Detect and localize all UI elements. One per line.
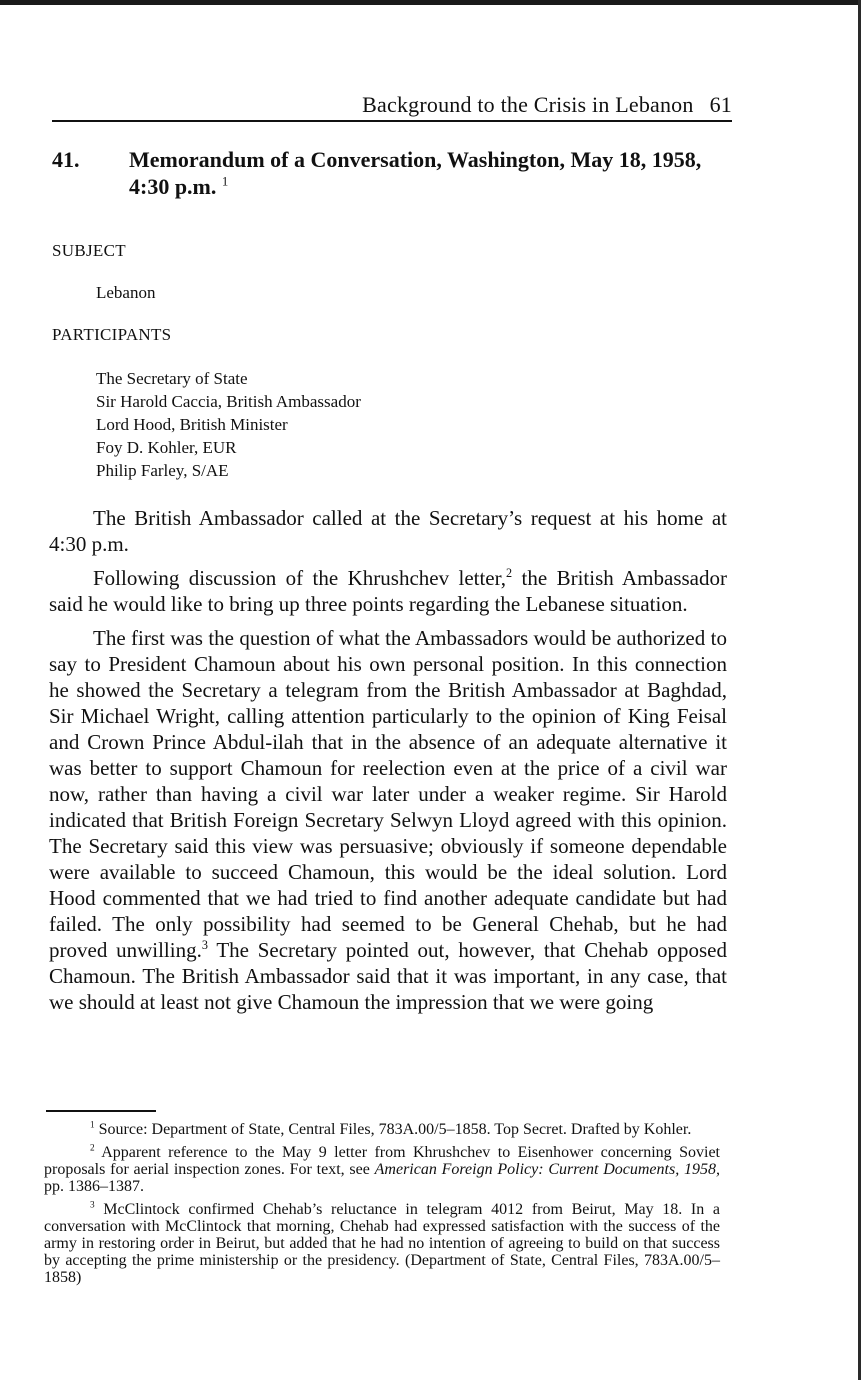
body-paragraph-2-a: Following discussion of the Khrushchev letter, <box>93 566 507 590</box>
footnote-ref-2: 2 <box>506 566 513 580</box>
body-paragraph-3 <box>49 625 727 1015</box>
footnote-2 <box>44 1144 720 1195</box>
participant-item: Foy D. Kohler, EUR <box>96 438 237 457</box>
body-paragraph-2 <box>49 565 727 617</box>
footnote-2-title: American Foreign Policy: Current Documents, 1958, <box>374 1161 720 1178</box>
body-paragraph-1: The British Ambassador called at the Secretary’s request at his home at 4:30 p.m. <box>49 506 727 556</box>
footnote-1-text: Source: Department of State, Central Files, 783A.00/5–1858. Top Secret. Drafted by Kohler. <box>94 1121 692 1138</box>
footnote-3 <box>44 1201 720 1286</box>
participant-item: The Secretary of State <box>96 369 248 388</box>
footnote-3-text: McClintock confirmed Chehab’s reluctance in telegram 4012 from Beirut, May 18. In a conversation with McClintock that morning, Chehab had expressed satisfaction with the success of the army in restoring order in Beirut, but added that he had no intention of agreeing to build on that success by accepting the prime ministership or the presidency. (Department of State, Central Files, 783A.00/5–1858) <box>44 1201 720 1286</box>
page-number: 61 <box>709 92 732 117</box>
participant-item: Lord Hood, British Minister <box>96 415 288 434</box>
scan-top-edge <box>0 0 861 5</box>
participants-list <box>96 367 361 482</box>
footnote-2-number: 2 <box>90 1143 95 1154</box>
body-paragraph-3-b: The Secretary pointed out, however, that Chehab opposed Chamoun. The British Ambassador said that it was important, in any case, that we should at least not give Chamoun the impression that we were going <box>49 938 728 1014</box>
footnotes <box>44 1121 720 1292</box>
footnote-2-text-a: Apparent reference to the May 9 letter from Khrushchev to Eisenhower concerning Soviet proposals for aerial inspection zones. For text, see <box>44 1144 720 1178</box>
body-paragraph-3-a: The first was the question of what the Ambassadors would be authorized to say to President Chamoun about his own personal position. In this connection he showed the Secretary a telegram from the British Ambassador at Baghdad, Sir Michael Wright, calling attention particularly to the opinion of King Feisal and Crown Prince Abdul-ilah that in the absence of an adequate alternative it was better to support Chamoun for reelection even at the price of a civil war now, rather than having a civil war later under a weaker regime. Sir Harold indicated that British Foreign Secretary Selwyn Lloyd agreed with this opinion. The Secretary said this view was persuasive; obviously if someone dependable were available to succeed Chamoun, this would be the ideal solution. Lord Hood commented that we had tried to find another adequate candidate but had failed. The only possibility had seemed to be General Chehab, but he had proved unwilling. <box>49 626 727 962</box>
subject-value: Lebanon <box>96 283 156 302</box>
participant-item: Sir Harold Caccia, British Ambassador <box>96 392 361 411</box>
footnote-ref-3: 3 <box>201 938 208 952</box>
document-title-text: Memorandum of a Conversation, Washington, May 18, 1958, 4:30 p.m. <box>129 147 702 199</box>
running-head-title: Background to the Crisis in Lebanon <box>362 92 694 117</box>
footnote-1 <box>44 1121 720 1138</box>
document-number: 41. <box>52 147 80 172</box>
running-head <box>52 90 732 122</box>
footnote-3-number: 3 <box>90 1200 95 1211</box>
footnote-2-text-b: pp. 1386–1387. <box>44 1178 144 1195</box>
document-title <box>129 146 742 200</box>
footnote-ref-1: 1 <box>221 174 229 189</box>
footnote-divider <box>46 1110 156 1112</box>
participant-item: Philip Farley, S/AE <box>96 461 229 480</box>
body-paragraph-2-b: the British Ambassador said he would like to bring up three points regarding the Lebanese situation. <box>49 566 727 616</box>
subject-label: SUBJECT <box>52 241 126 260</box>
memo-body <box>49 505 727 1023</box>
document-heading <box>52 146 742 200</box>
footnote-1-number: 1 <box>90 1120 95 1131</box>
participants-label: PARTICIPANTS <box>52 325 172 344</box>
